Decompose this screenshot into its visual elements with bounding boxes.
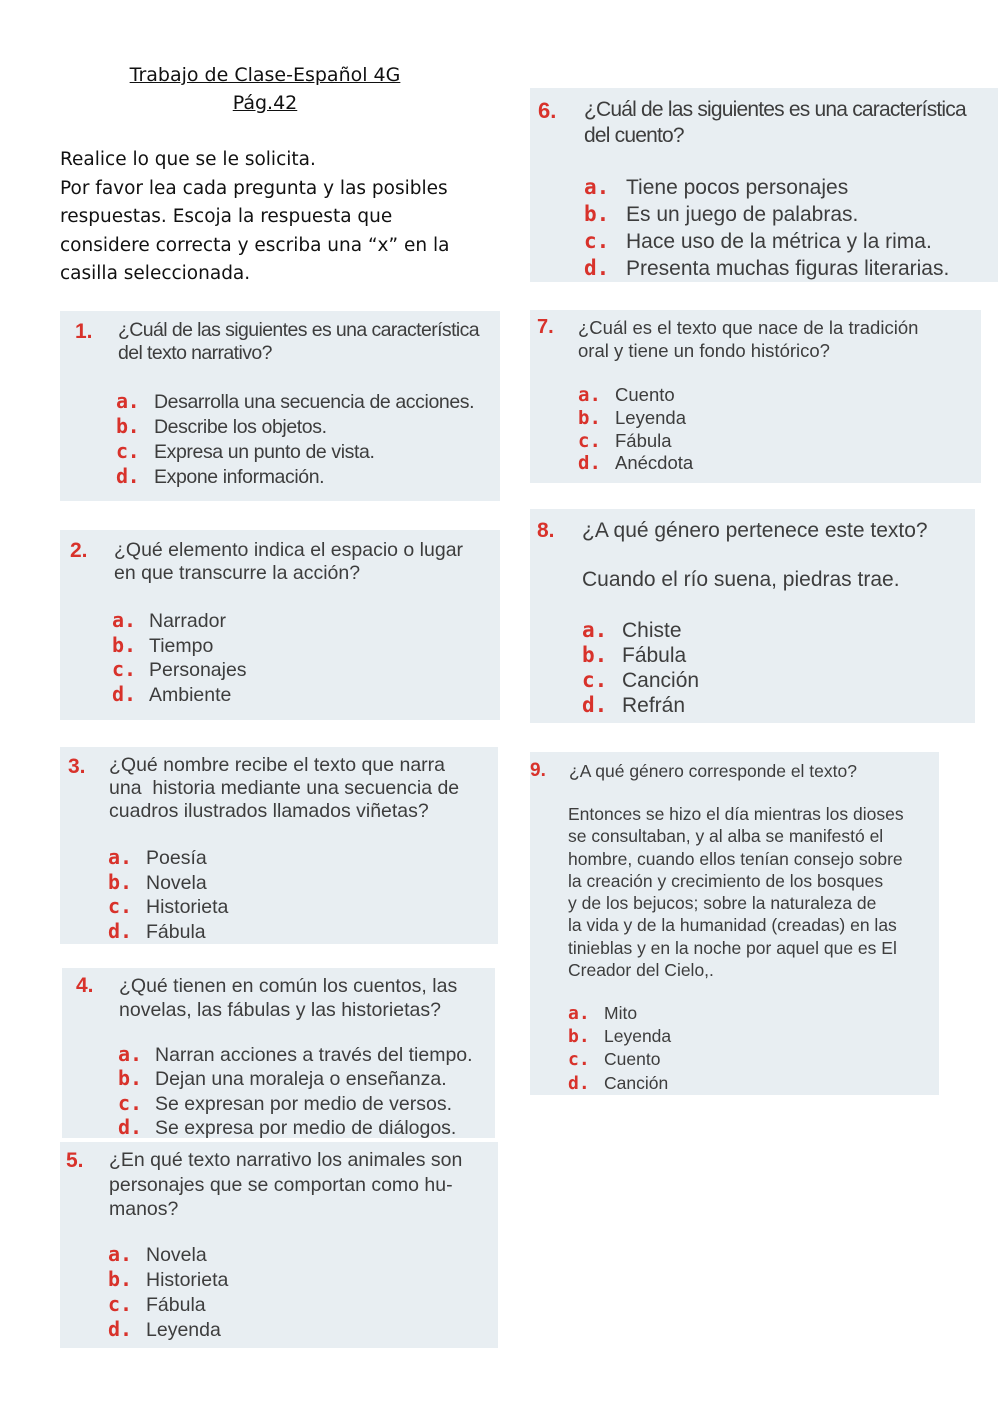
question-text-line: novelas, las fábulas y las historietas? <box>119 999 441 1021</box>
question-9-card <box>530 752 939 1095</box>
option-text: Ambiente <box>149 683 232 706</box>
option-text: Mito <box>604 1003 638 1023</box>
option-text: Canción <box>604 1072 669 1093</box>
option-c[interactable] <box>112 658 247 683</box>
option-a[interactable] <box>116 389 474 414</box>
instruction-line: Por favor lea cada pregunta y las posibles <box>60 177 448 199</box>
option-text: Chiste <box>622 619 682 642</box>
question-text-line: en que transcurre la acción? <box>114 562 361 584</box>
question-text <box>109 754 459 823</box>
option-d[interactable] <box>582 693 699 718</box>
option-d[interactable] <box>578 452 693 475</box>
option-letter: d. <box>108 918 133 943</box>
option-text: Novela <box>146 1244 207 1266</box>
option-text: Leyenda <box>146 1319 221 1341</box>
option-letter: a. <box>112 608 137 632</box>
question-number: 2. <box>70 539 88 562</box>
question-text <box>119 974 457 1022</box>
instruction-line: casilla seleccionada. <box>60 263 251 284</box>
option-letter: c. <box>118 1090 143 1115</box>
option-b[interactable] <box>584 201 949 228</box>
option-letter: d. <box>582 693 608 717</box>
question-text <box>582 518 928 544</box>
passage-line: la creación y crecimiento de los bosques <box>568 870 884 891</box>
option-text: Es un juego de palabras. <box>626 203 859 226</box>
option-a[interactable] <box>112 609 247 634</box>
question-text-line: ¿Qué elemento indica el espacio o lugar <box>114 539 464 561</box>
instructions <box>60 146 500 289</box>
option-letter: b. <box>116 414 140 438</box>
option-text: Novela <box>146 871 207 894</box>
option-d[interactable] <box>116 464 474 489</box>
option-letter: c. <box>108 1292 133 1316</box>
options-list <box>568 1002 671 1095</box>
passage-line: Entonces se hizo el día mientras los dioses <box>568 804 904 824</box>
question-text-line: del texto narrativo? <box>118 342 272 364</box>
option-a[interactable] <box>584 174 949 201</box>
question-text-line: ¿Cuál de las siguientes es una característica <box>584 98 966 121</box>
option-letter: a. <box>584 175 610 199</box>
passage-line: y de los bejucos; sobre la naturaleza de <box>568 893 877 914</box>
question-number: 8. <box>537 519 555 542</box>
question-number: 3. <box>68 755 86 778</box>
option-text: Se expresa por medio de diálogos. <box>155 1116 457 1139</box>
question-passage <box>568 803 904 981</box>
question-text-line: ¿Qué tienen en común los cuentos, las <box>119 975 458 997</box>
option-text: Personajes <box>149 659 247 681</box>
option-text: Expresa un punto de vista. <box>154 441 375 463</box>
options-list <box>584 174 949 282</box>
question-number: 1. <box>75 320 93 343</box>
option-c[interactable] <box>584 228 949 255</box>
option-letter: b. <box>584 202 610 226</box>
option-text: Fábula <box>615 429 672 451</box>
option-letter: a. <box>108 845 133 869</box>
option-text: Fábula <box>146 1294 206 1316</box>
option-letter: a. <box>116 389 140 413</box>
options-list <box>108 1242 228 1342</box>
question-text-line: una historia mediante una secuencia de <box>109 777 460 799</box>
question-8-card <box>530 509 975 723</box>
question-text-line: ¿Cuál es el texto que nace de la tradición <box>578 317 919 338</box>
option-letter: d. <box>108 1317 133 1341</box>
passage-line: tinieblas y en la noche por aquel que es El <box>568 937 897 958</box>
option-b[interactable] <box>568 1025 671 1048</box>
option-letter: c. <box>584 229 610 253</box>
options-list <box>116 389 474 489</box>
option-text: Narrador <box>149 610 226 632</box>
option-c[interactable] <box>582 668 699 693</box>
question-passage <box>582 567 900 593</box>
option-letter: c. <box>108 894 133 918</box>
option-text: Historieta <box>146 896 229 918</box>
option-letter: c. <box>568 1049 590 1071</box>
question-7-card <box>530 310 981 483</box>
options-list <box>118 1043 473 1140</box>
option-c[interactable] <box>568 1048 671 1071</box>
option-text: Describe los objetos. <box>154 416 327 438</box>
question-6-card <box>530 88 998 282</box>
instruction-line: Realice lo que se le solicita. <box>60 149 316 170</box>
page-reference: Pág.42 <box>232 92 298 114</box>
question-text-line: ¿Qué nombre recibe el texto que narra <box>109 754 446 776</box>
question-text-line: oral y tiene un fondo histórico? <box>578 340 830 361</box>
option-text: Cuento <box>604 1049 661 1070</box>
options-list <box>578 384 693 475</box>
question-text <box>578 316 918 362</box>
option-letter: b. <box>568 1026 590 1048</box>
question-text-line: ¿A qué género corresponde el texto? <box>569 761 857 781</box>
question-text-line: personajes que se comportan como hu- <box>109 1173 453 1196</box>
option-a[interactable] <box>118 1043 473 1067</box>
option-text: Poesía <box>146 847 207 869</box>
option-text: Tiempo <box>149 634 214 657</box>
option-letter: a. <box>578 384 601 406</box>
question-text-line: del cuento? <box>584 124 684 147</box>
option-letter: d. <box>584 256 610 280</box>
passage-line: Cuando el río suena, piedras trae. <box>582 568 900 591</box>
option-a[interactable] <box>568 1002 671 1025</box>
option-text: Anécdota <box>615 452 694 474</box>
option-a[interactable] <box>108 1242 228 1267</box>
option-d[interactable] <box>112 683 247 708</box>
option-text: Presenta muchas figuras literarias. <box>626 257 950 280</box>
instruction-line: respuestas. Escoja la respuesta que <box>60 206 393 227</box>
option-letter: a. <box>118 1042 143 1066</box>
question-text <box>114 539 463 585</box>
instruction-line: considere correcta y escriba una “x” en la <box>60 234 450 256</box>
option-letter: a. <box>568 1003 590 1024</box>
option-b[interactable] <box>118 1067 473 1091</box>
option-text: Fábula <box>146 920 206 943</box>
option-letter: b. <box>112 632 137 657</box>
option-letter: b. <box>582 643 608 667</box>
option-text: Cuento <box>615 384 675 405</box>
question-number: 6. <box>538 98 557 123</box>
option-letter: c. <box>578 429 601 452</box>
worksheet-title: Trabajo de Clase-Español 4G <box>129 64 401 86</box>
option-text: Tiene pocos personajes <box>626 176 849 199</box>
passage-line: la vida y de la humanidad (creadas) en las <box>568 915 897 936</box>
option-letter: c. <box>116 439 140 463</box>
option-c[interactable] <box>108 1292 228 1317</box>
passage-line: se consultaban, y al alba se manifestó el <box>568 826 884 847</box>
option-d[interactable] <box>568 1072 671 1095</box>
question-1-card <box>60 311 500 501</box>
option-letter: d. <box>116 464 140 488</box>
option-text: Desarrolla una secuencia de acciones. <box>154 391 475 413</box>
question-text <box>569 760 857 782</box>
option-text: Se expresan por medio de versos. <box>155 1092 452 1115</box>
option-text: Canción <box>622 669 700 692</box>
option-text: Historieta <box>146 1269 229 1291</box>
option-b[interactable] <box>108 1267 228 1292</box>
passage-line: Creador del Cielo,. <box>568 960 714 981</box>
option-b[interactable] <box>582 643 699 668</box>
question-number: 7. <box>537 316 554 338</box>
option-c[interactable] <box>116 439 474 464</box>
question-2-card <box>60 530 500 720</box>
option-letter: d. <box>578 452 601 475</box>
option-b[interactable] <box>108 871 228 896</box>
question-4-card <box>62 968 495 1138</box>
question-text-line: manos? <box>109 1198 179 1220</box>
question-number: 9. <box>530 760 546 781</box>
option-letter: a. <box>108 1242 133 1266</box>
question-text-line: ¿A qué género pertenece este texto? <box>582 519 928 542</box>
option-letter: b. <box>108 869 133 894</box>
option-a[interactable] <box>108 846 228 871</box>
option-b[interactable] <box>112 634 247 659</box>
option-c[interactable] <box>578 430 693 453</box>
option-letter: d. <box>118 1114 143 1139</box>
options-list <box>108 846 228 944</box>
option-d[interactable] <box>108 920 228 945</box>
option-letter: c. <box>582 668 608 692</box>
option-letter: b. <box>578 406 601 429</box>
option-letter: c. <box>112 657 137 681</box>
option-c[interactable] <box>118 1092 473 1116</box>
option-text: Hace uso de la métrica y la rima. <box>626 230 932 253</box>
option-d[interactable] <box>584 255 949 282</box>
option-letter: b. <box>118 1066 143 1091</box>
option-text: Narran acciones a través del tiempo. <box>155 1044 473 1066</box>
question-text-line: ¿En qué texto narrativo los animales son <box>109 1149 463 1171</box>
option-a[interactable] <box>582 618 699 643</box>
option-text: Fábula <box>622 644 687 667</box>
option-text: Leyenda <box>604 1026 672 1047</box>
option-c[interactable] <box>108 895 228 920</box>
passage-line: hombre, cuando ellos tenían consejo sobre <box>568 848 903 869</box>
question-3-card <box>60 747 498 944</box>
option-text: Expone información. <box>154 466 325 488</box>
question-5-card <box>60 1142 498 1348</box>
option-text: Refrán <box>622 694 686 717</box>
option-letter: b. <box>108 1267 133 1291</box>
question-text <box>118 319 479 365</box>
option-text: Dejan una moraleja o enseñanza. <box>155 1068 447 1091</box>
options-list <box>112 609 247 707</box>
option-letter: d. <box>568 1072 590 1094</box>
option-d[interactable] <box>118 1116 473 1140</box>
option-a[interactable] <box>578 384 693 407</box>
option-letter: d. <box>112 681 137 706</box>
question-text-line: cuadros ilustrados llamados viñetas? <box>109 800 429 822</box>
question-text <box>109 1148 462 1222</box>
question-number: 4. <box>76 974 94 997</box>
option-b[interactable] <box>578 407 693 430</box>
question-text-line: ¿Cuál de las siguientes es una característica <box>118 319 480 341</box>
option-b[interactable] <box>116 414 474 439</box>
options-list <box>582 618 699 718</box>
question-number: 5. <box>66 1149 84 1172</box>
option-letter: a. <box>582 618 608 642</box>
question-text <box>584 97 966 149</box>
option-text: Leyenda <box>615 406 686 428</box>
option-d[interactable] <box>108 1317 228 1342</box>
